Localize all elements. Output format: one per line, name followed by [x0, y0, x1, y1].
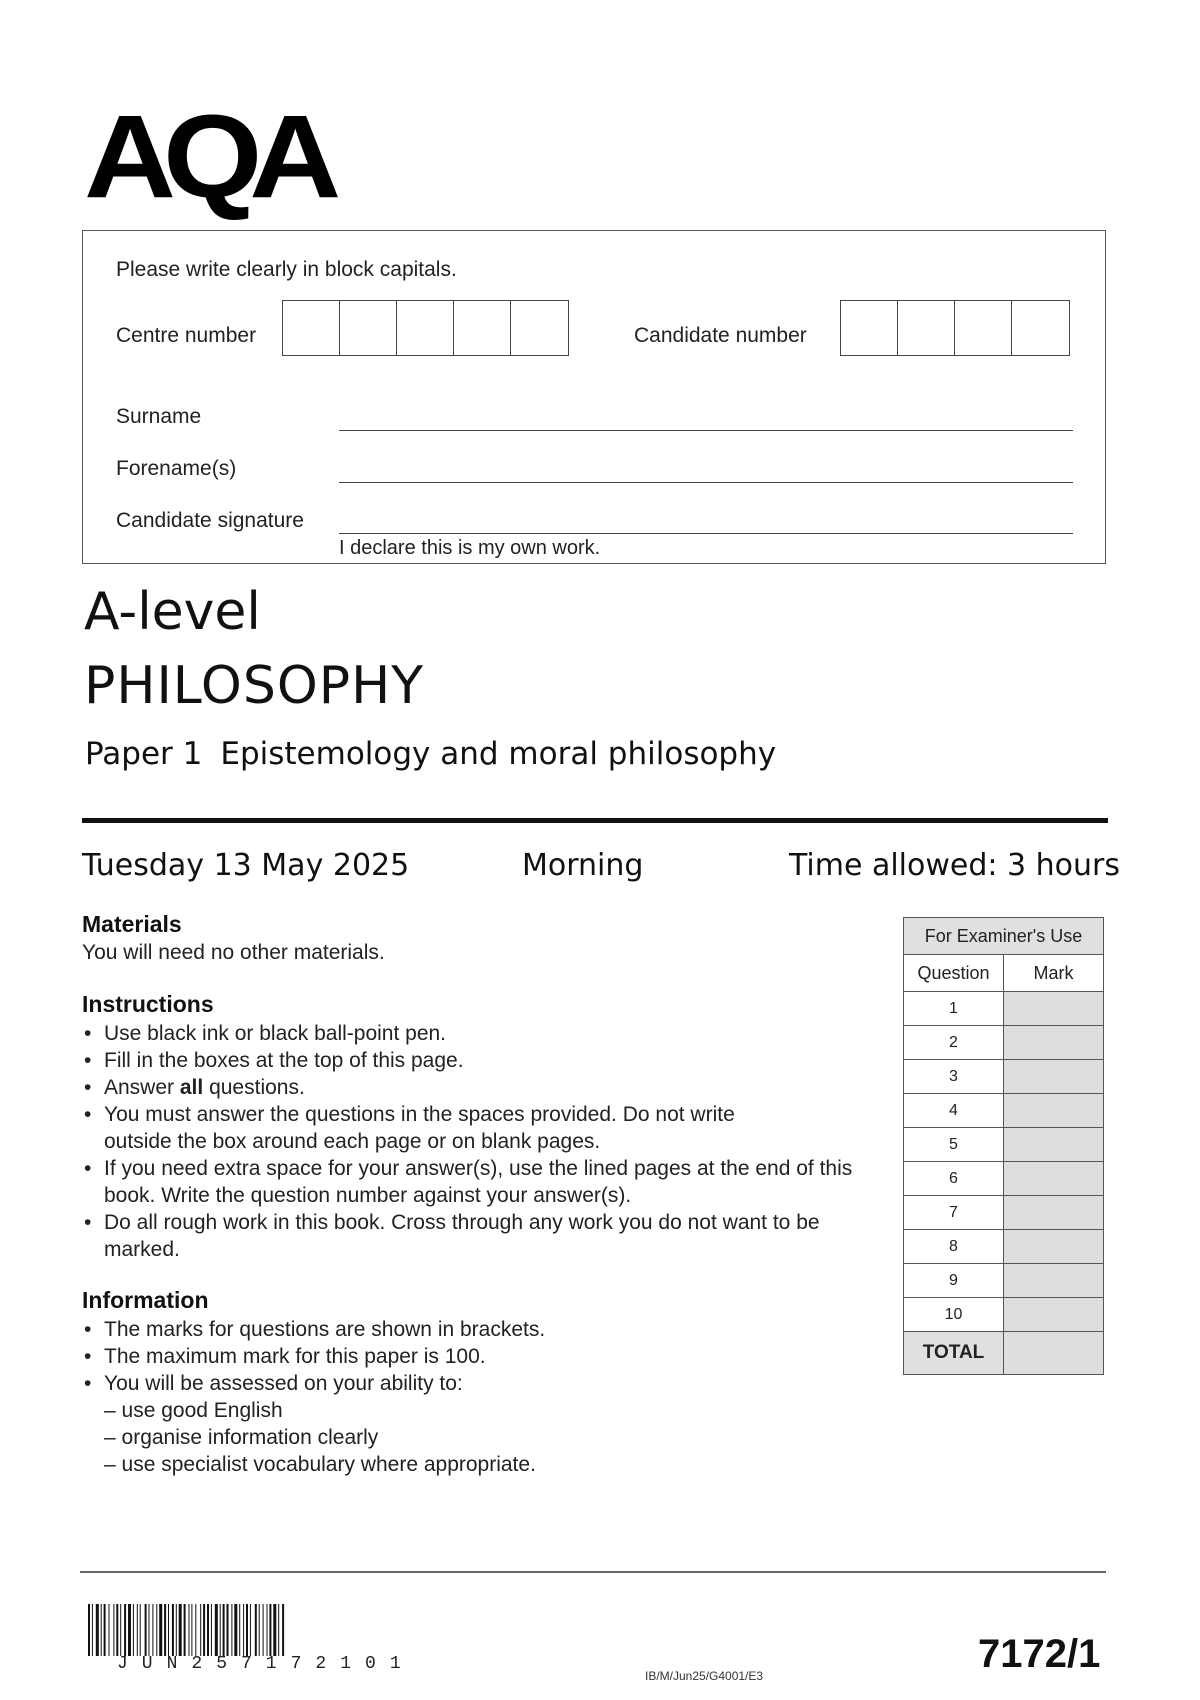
- barcode-stripe: [133, 1604, 134, 1656]
- answer-text: Answer: [104, 1076, 175, 1099]
- barcode-stripe: [215, 1604, 218, 1656]
- candidate-number-boxes[interactable]: [840, 300, 1070, 356]
- list-item: – use specialist vocabulary where appropriate.: [104, 1451, 536, 1478]
- list-item: [82, 1074, 872, 1101]
- barcode-stripe: [128, 1604, 131, 1656]
- barcode-stripe: [164, 1604, 166, 1656]
- forenames-label: Forename(s): [116, 457, 237, 480]
- barcode-stripe: [282, 1604, 284, 1656]
- examiner-use-table: [903, 917, 1104, 1375]
- barcode-stripe: [220, 1604, 221, 1656]
- barcode-stripe: [259, 1604, 260, 1656]
- question-number: 6: [904, 1162, 1004, 1196]
- materials-heading: Materials: [82, 911, 182, 937]
- list-item: • Fill in the boxes at the top of this page.: [82, 1047, 872, 1074]
- question-number: 3: [904, 1060, 1004, 1094]
- barcode-stripe: [179, 1604, 182, 1656]
- table-row: [904, 1332, 1104, 1375]
- centre-number-digit[interactable]: [397, 301, 454, 355]
- aqa-logo: AQA: [84, 91, 329, 223]
- centre-number-digit[interactable]: [340, 301, 397, 355]
- total-label: TOTAL: [904, 1332, 1004, 1375]
- candidate-number-digit[interactable]: [1012, 301, 1069, 355]
- information-list: [82, 1316, 872, 1397]
- barcode-stripe: [195, 1604, 196, 1656]
- table-row: [904, 1060, 1104, 1094]
- mark-cell[interactable]: [1004, 1026, 1104, 1060]
- question-number: 4: [904, 1094, 1004, 1128]
- barcode-stripe: [145, 1604, 147, 1656]
- table-row: [904, 1128, 1104, 1162]
- barcode-stripe: [250, 1604, 251, 1656]
- mark-cell[interactable]: [1004, 992, 1104, 1026]
- information-heading: Information: [82, 1287, 209, 1313]
- table-row: [904, 1026, 1104, 1060]
- exam-session: Morning: [522, 848, 644, 883]
- list-item: • Use black ink or black ball-point pen.: [82, 1020, 872, 1047]
- barcode-stripe: [191, 1604, 192, 1656]
- barcode-stripe: [267, 1604, 268, 1656]
- title-divider: [82, 818, 1108, 823]
- centre-number-label: Centre number: [116, 324, 257, 347]
- centre-number-boxes[interactable]: [282, 300, 569, 356]
- centre-number-digit[interactable]: [454, 301, 511, 355]
- barcode-stripe: [246, 1604, 248, 1656]
- barcode-text: JUN257172101: [117, 1654, 415, 1674]
- barcode-stripe: [234, 1604, 237, 1656]
- barcode-stripe: [124, 1604, 126, 1656]
- assessment-sublist: [82, 1397, 536, 1478]
- answer-all-emphasis: all: [179, 1076, 204, 1099]
- barcode-stripe: [243, 1604, 244, 1656]
- barcode-stripe: [211, 1604, 212, 1656]
- list-item: – use good English: [104, 1397, 536, 1424]
- barcode-stripe: [200, 1604, 201, 1656]
- question-number: 9: [904, 1264, 1004, 1298]
- list-item: • You will be assessed on your ability to:: [82, 1370, 872, 1397]
- instructions-list: [82, 1020, 872, 1263]
- mark-cell[interactable]: [1004, 1060, 1104, 1094]
- barcode-stripe: [104, 1604, 106, 1656]
- barcode-stripe: [231, 1604, 232, 1656]
- surname-field[interactable]: [339, 430, 1073, 431]
- barcode-stripe: [227, 1604, 229, 1656]
- barcode-stripe: [109, 1604, 110, 1656]
- barcode-stripe: [184, 1604, 186, 1656]
- candidate-number-label: Candidate number: [634, 324, 807, 347]
- barcode: [88, 1604, 474, 1656]
- mark-column-header: Mark: [1004, 955, 1104, 992]
- examiner-table-header: For Examiner's Use: [904, 918, 1104, 955]
- paper-number: Paper 1: [85, 736, 203, 772]
- exam-date: Tuesday 13 May 2025: [82, 848, 410, 883]
- list-item: • Do all rough work in this book. Cross through any work you do not want to be marked.: [82, 1209, 824, 1263]
- barcode-stripe: [96, 1604, 99, 1656]
- barcode-stripe: [137, 1604, 138, 1656]
- barcode-stripe: [120, 1604, 121, 1656]
- block-capitals-instruction: Please write clearly in block capitals.: [116, 258, 457, 281]
- question-number: 2: [904, 1026, 1004, 1060]
- candidate-number-digit[interactable]: [955, 301, 1012, 355]
- barcode-stripe: [113, 1604, 114, 1656]
- table-row: [904, 1162, 1104, 1196]
- barcode-stripe: [278, 1604, 279, 1656]
- mark-cell[interactable]: [1004, 1298, 1104, 1332]
- paper-title: [85, 736, 794, 772]
- table-row: [904, 1094, 1104, 1128]
- candidate-number-digit[interactable]: [898, 301, 955, 355]
- footer-divider: [80, 1571, 1106, 1573]
- table-row: [904, 1264, 1104, 1298]
- table-row: [904, 1196, 1104, 1230]
- table-row: [904, 1298, 1104, 1332]
- list-item: • The marks for questions are shown in brackets.: [82, 1316, 872, 1343]
- signature-label: Candidate signature: [116, 509, 304, 532]
- forenames-field[interactable]: [339, 482, 1073, 483]
- questions-text: questions.: [209, 1076, 305, 1099]
- table-row: [904, 992, 1104, 1026]
- barcode-stripe: [168, 1604, 169, 1656]
- barcode-stripe: [116, 1604, 118, 1656]
- total-mark-cell[interactable]: [1004, 1332, 1104, 1375]
- barcode-stripe: [88, 1604, 90, 1656]
- table-row: [904, 1230, 1104, 1264]
- barcode-stripe: [149, 1604, 150, 1656]
- barcode-stripe: [172, 1604, 174, 1656]
- question-number: 1: [904, 992, 1004, 1026]
- barcode-stripe: [263, 1604, 264, 1656]
- signature-field[interactable]: [339, 533, 1073, 534]
- time-allowed: Time allowed: 3 hours: [789, 848, 1121, 883]
- question-number: 5: [904, 1128, 1004, 1162]
- declaration-text: I declare this is my own work.: [339, 537, 601, 559]
- list-item: • The maximum mark for this paper is 100.: [82, 1343, 872, 1370]
- barcode-stripe: [156, 1604, 157, 1656]
- materials-text: You will need no other materials.: [82, 941, 385, 964]
- mark-cell[interactable]: [1004, 1162, 1104, 1196]
- barcode-stripe: [239, 1604, 240, 1656]
- list-item: • You must answer the questions in the spaces provided. Do not write outside the box around each page or on blank pages.: [82, 1101, 794, 1155]
- document-reference: IB/M/Jun25/G4001/E3: [645, 1669, 764, 1683]
- barcode-stripe: [189, 1604, 190, 1656]
- barcode-stripe: [140, 1604, 141, 1656]
- centre-number-digit[interactable]: [511, 301, 568, 355]
- instructions-heading: Instructions: [82, 991, 214, 1017]
- barcode-stripe: [152, 1604, 153, 1656]
- question-number: 10: [904, 1298, 1004, 1332]
- barcode-stripe: [92, 1604, 93, 1656]
- barcode-stripe: [207, 1604, 209, 1656]
- question-number: 8: [904, 1230, 1004, 1264]
- mark-cell[interactable]: [1004, 1094, 1104, 1128]
- subject-title: PHILOSOPHY: [84, 656, 425, 716]
- mark-cell[interactable]: [1004, 1264, 1104, 1298]
- mark-cell[interactable]: [1004, 1128, 1104, 1162]
- question-number: 7: [904, 1196, 1004, 1230]
- barcode-stripe: [176, 1604, 177, 1656]
- barcode-stripe: [255, 1604, 257, 1656]
- mark-cell[interactable]: [1004, 1230, 1104, 1264]
- surname-label: Surname: [116, 405, 202, 428]
- barcode-stripe: [101, 1604, 102, 1656]
- paper-name: Epistemology and moral philosophy: [220, 736, 777, 772]
- qualification-level: A-level: [84, 582, 261, 642]
- list-item: – organise information clearly: [104, 1424, 536, 1451]
- paper-code: 7172/1: [978, 1632, 1101, 1676]
- barcode-stripe: [203, 1604, 205, 1656]
- mark-cell[interactable]: [1004, 1196, 1104, 1230]
- barcode-stripe: [223, 1604, 225, 1656]
- barcode-stripe: [273, 1604, 276, 1656]
- question-column-header: Question: [904, 955, 1004, 992]
- barcode-stripe: [269, 1604, 271, 1656]
- list-item: • If you need extra space for your answer(s), use the lined pages at the end of this book. Write the question number against your answer(s).: [82, 1155, 894, 1209]
- candidate-number-digit[interactable]: [841, 301, 898, 355]
- barcode-stripe: [159, 1604, 162, 1656]
- centre-number-digit[interactable]: [283, 301, 340, 355]
